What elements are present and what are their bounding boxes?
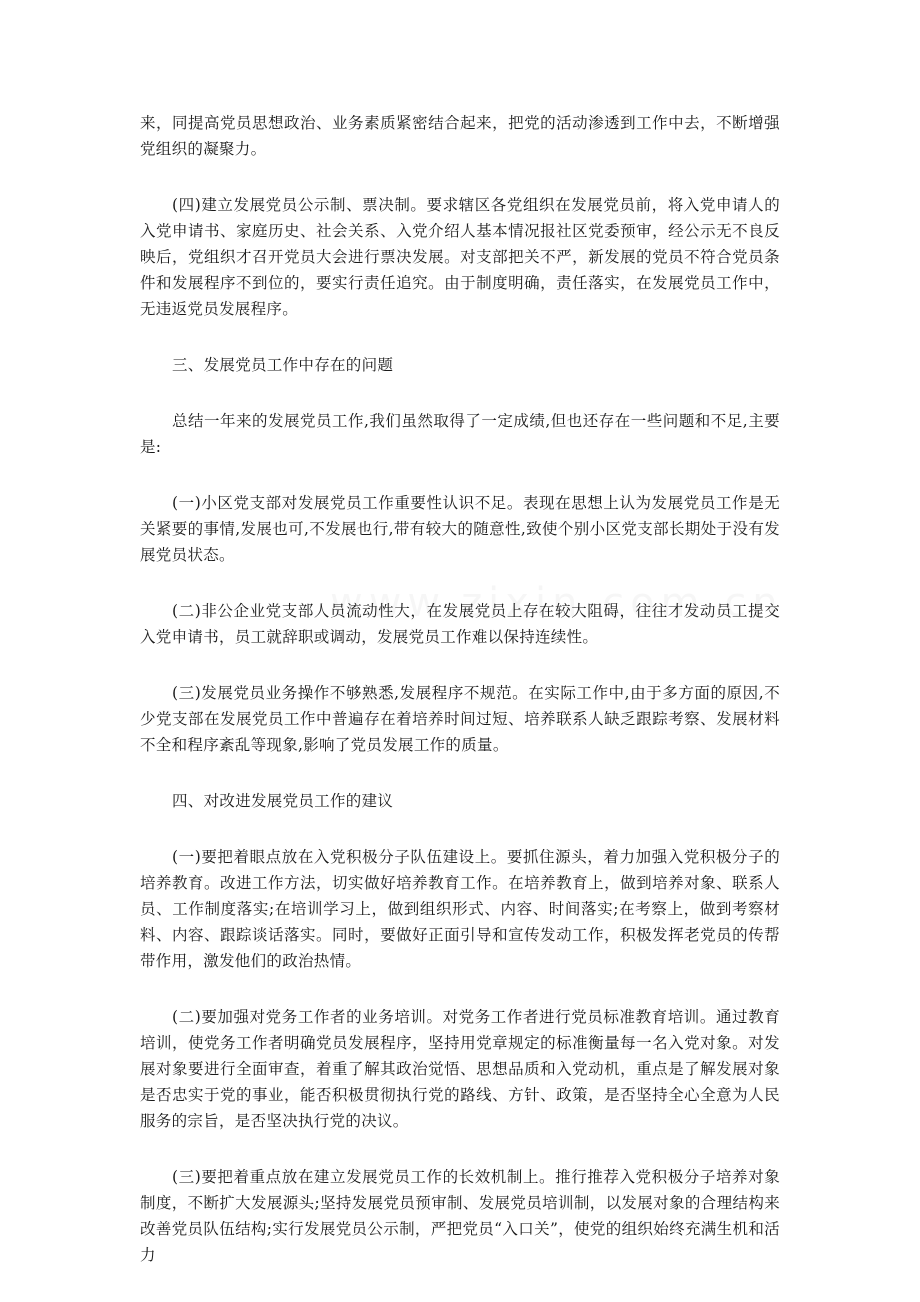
paragraph-suggestion-2: (二)要加强对党务工作者的业务培训。对党务工作者进行党员标准教育培训。通过教育培训，使党务工作者明确党员发展程序，坚持用党章规定的标准衡量每一名入党对象。对发展对象要进行全面审查，着重了解其政治觉悟、思想品质和入党动机，重点是了解发展对象是否忠实于党的事业，能否积极贯彻执行党的路线、方针、政策，是否坚持全心全意为人民服务的宗旨，是否坚决执行党的决议。 [140,1008,780,1130]
paragraph-problem-2: (二)非公企业党支部人员流动性大，在发展党员上存在较大阻碍，往往才发动员工提交入党申请书，员工就辞职或调动，发展党员工作难以保持连续性。 [140,602,780,646]
paragraph-problem-1: (一)小区党支部对发展党员工作重要性认识不足。表现在思想上认为发展党员工作是无关紧要的事情,发展也可,不发展也行,带有较大的随意性,致使个别小区党支部长期处于没有发展党员状态。 [140,494,780,564]
paragraph-suggestion-3: (三)要把着重点放在建立发展党员工作的长效机制上。推行推荐入党积极分子培养对象制度，不断扩大发展源头;坚持发展党员预审制、发展党员培训制，以发展对象的合理结构来改善党员队伍结构;实行发展党员公示制，严把党员“入口关”，使党的组织始终充满生机和活力 [140,1168,780,1264]
paragraph-public-notice-system: (四)建立发展党员公示制、票决制。要求辖区各党组织在发展党员前，将入党申请人的入党申请书、家庭历史、社会关系、入党介绍人基本情况报社区党委预审，经公示无不良反映后，党组织才召开党员大会进行票决发展。对支部把关不严，新发展的党员不符合党员条件和发展程序不到位的，要实行责任追究。由于制度明确，责任落实，在发展党员工作中，无违返党员发展程序。 [140,196,780,318]
paragraph-continued: 来，同提高党员思想政治、业务素质紧密结合起来，把党的活动渗透到工作中去，不断增强党组织的凝聚力。 [140,114,780,158]
paragraph-summary: 总结一年来的发展党员工作,我们虽然取得了一定成绩,但也还存在一些问题和不足,主要是: [140,412,780,456]
section-heading-problems: 三、发展党员工作中存在的问题 [172,356,394,374]
document-body [140,110,780,1298]
paragraph-problem-3: (三)发展党员业务操作不够熟悉,发展程序不规范。在实际工作中,由于多方面的原因,不少党支部在发展党员工作中普遍存在着培养时间过短、培养联系人缺乏跟踪考察、发展材料不全和程序紊乱等现象,影响了党员发展工作的质量。 [140,684,780,754]
paragraph-suggestion-1: (一)要把着眼点放在入党积极分子队伍建设上。要抓住源头，着力加强入党积极分子的培养教育。改进工作方法，切实做好培养教育工作。在培养教育上，做到培养对象、联系人员、工作制度落实;在培训学习上，做到组织形式、内容、时间落实;在考察上，做到考察材料、内容、跟踪谈话落实。同时，要做好正面引导和宣传发动工作，积极发挥老党员的传帮带作用，激发他们的政治热情。 [140,848,780,970]
section-heading-suggestions: 四、对改进发展党员工作的建议 [172,792,394,810]
